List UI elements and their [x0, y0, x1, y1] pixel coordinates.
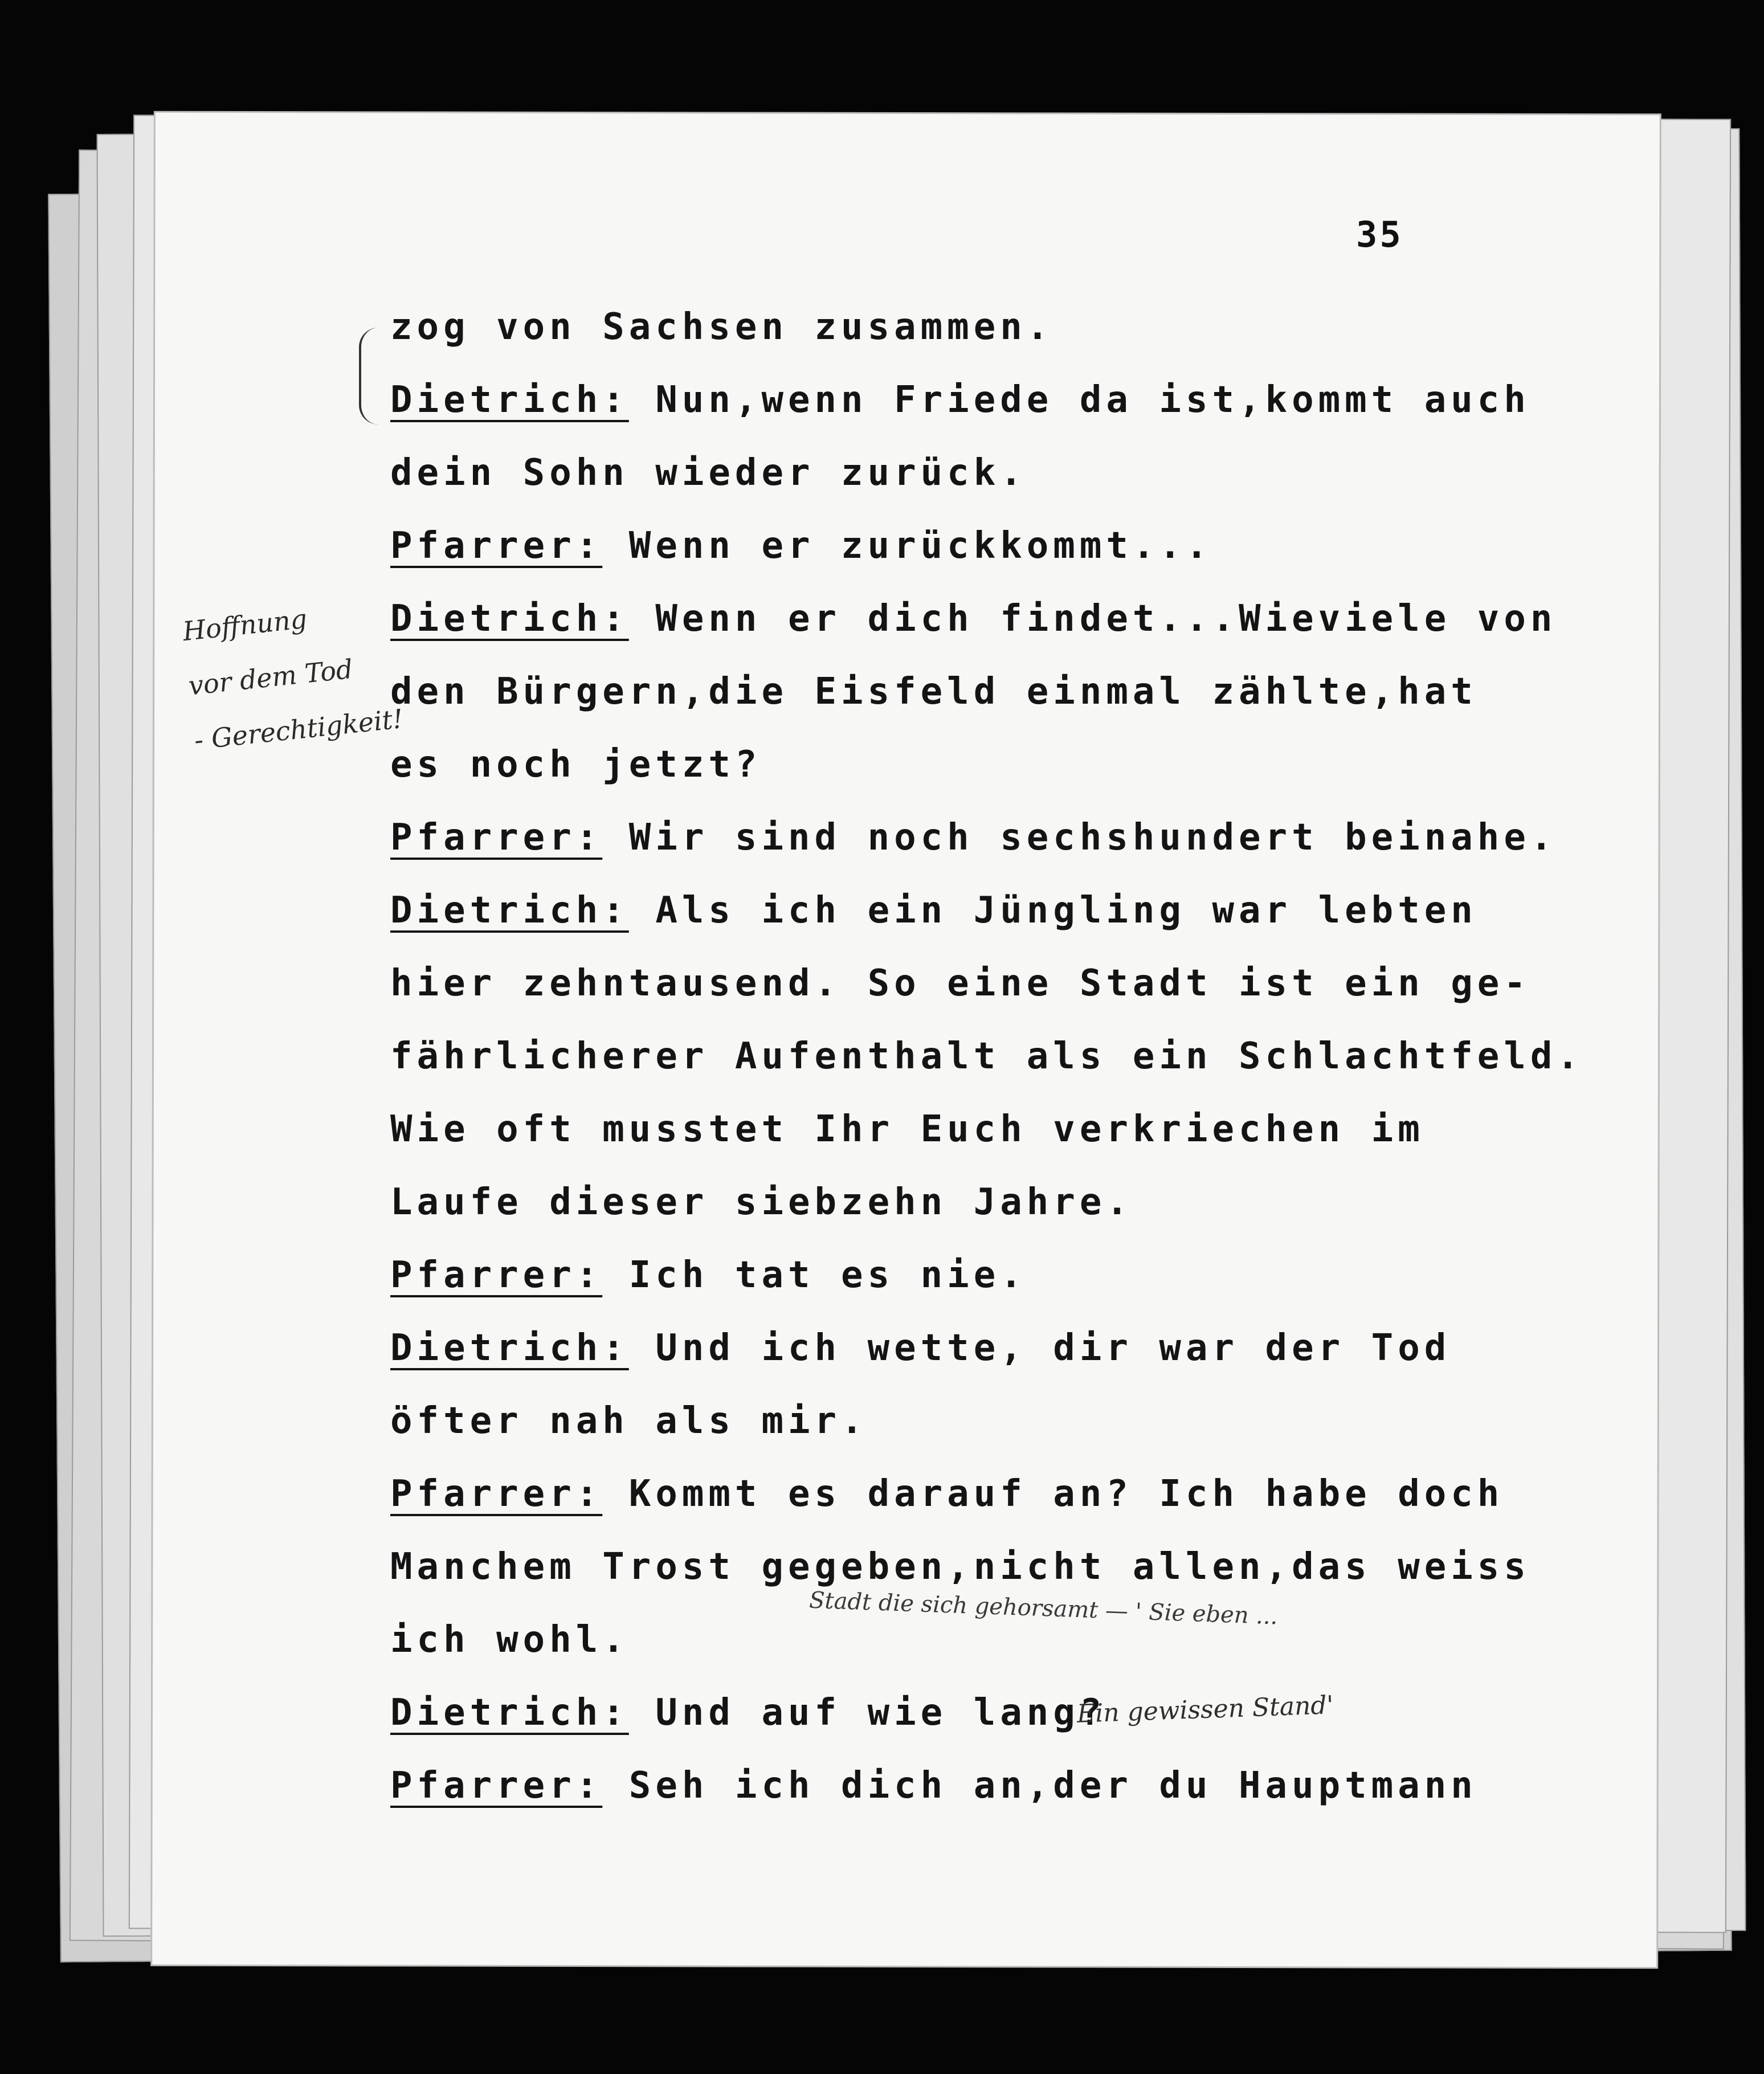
handwritten-margin-note [180, 582, 413, 767]
text-line [390, 947, 1530, 1020]
text-line [390, 1239, 1530, 1312]
text-line [390, 582, 1557, 655]
line-text: Laufe dieser siebzehn Jahre. [390, 1181, 1133, 1223]
speaker-name: Pfarrer: [390, 1765, 603, 1807]
line-text: Wenn er dich findet...Wieviele von [628, 598, 1557, 640]
line-text: Seh ich dich an,der du Hauptmann [602, 1765, 1477, 1807]
speaker-name: Dietrich: [390, 379, 629, 421]
line-text: Manchem Trost gegeben,nicht allen,das weiss [390, 1546, 1530, 1588]
text-line [390, 1020, 1583, 1093]
handwritten-bracket [359, 328, 378, 424]
margin-note-line: - Gerechtigkeit! [193, 703, 405, 756]
line-text: fährlicherer Aufenthalt als ein Schlachtfeld. [390, 1035, 1583, 1077]
text-line [390, 728, 1530, 801]
line-text: Und ich wette, dir war der Tod [628, 1327, 1451, 1369]
line-text: dein Sohn wieder zurück. [390, 452, 1027, 494]
line-text: Als ich ein Jüngling war lebten [628, 889, 1477, 932]
line-text: den Bürgern,die Eisfeld einmal zählte,hat [390, 671, 1477, 713]
line-text: öfter nah als mir. [390, 1400, 868, 1442]
margin-note-line: Hoffnung [181, 603, 309, 647]
speaker-name: Dietrich: [390, 1327, 629, 1369]
text-line [390, 1166, 1530, 1239]
line-text: ich wohl. [390, 1619, 629, 1661]
text-line [390, 436, 1530, 509]
speaker-name: Pfarrer: [390, 1254, 603, 1296]
text-line [390, 1093, 1530, 1166]
text-line [390, 874, 1530, 947]
line-text: es noch jetzt? [390, 744, 762, 786]
line-text: Ich tat es nie. [602, 1254, 1027, 1296]
text-line [390, 1749, 1530, 1822]
line-text: Kommt es darauf an? Ich habe doch [602, 1473, 1504, 1515]
speaker-name: Pfarrer: [390, 816, 603, 859]
line-text: Wie oft musstet Ihr Euch verkriechen im [390, 1108, 1424, 1150]
speaker-name: Pfarrer: [390, 525, 603, 567]
handwritten-inline-note: Ein gewissen Stand' [1076, 1691, 1334, 1729]
speaker-name: Dietrich: [390, 598, 629, 640]
handwritten-inline-note: Stadt die sich gehorsamt — ' Sie eben ... [808, 1587, 1279, 1630]
page-number: 35 [1356, 214, 1403, 255]
text-line [390, 655, 1530, 728]
text-line [390, 364, 1530, 436]
line-text: hier zehntausend. So eine Stadt ist ein ge- [390, 962, 1530, 1005]
line-text: zog von Sachsen zusammen. [390, 306, 1054, 348]
line-text: Und auf wie lang? [628, 1692, 1106, 1734]
line-text: Wir sind noch sechshundert beinahe. [602, 816, 1557, 859]
margin-note-line: vor dem Tod [187, 653, 354, 701]
text-line [390, 1385, 1530, 1457]
text-line [390, 509, 1530, 582]
speaker-name: Dietrich: [390, 889, 629, 932]
text-line [390, 291, 1530, 364]
text-line [390, 1676, 1530, 1749]
text-line [390, 801, 1557, 874]
line-text: Wenn er zurückkommt... [602, 525, 1212, 567]
text-line [390, 1312, 1530, 1385]
speaker-name: Dietrich: [390, 1692, 629, 1734]
speaker-name: Pfarrer: [390, 1473, 603, 1515]
line-text: Nun,wenn Friede da ist,kommt auch [628, 379, 1530, 421]
text-line [390, 1457, 1530, 1530]
